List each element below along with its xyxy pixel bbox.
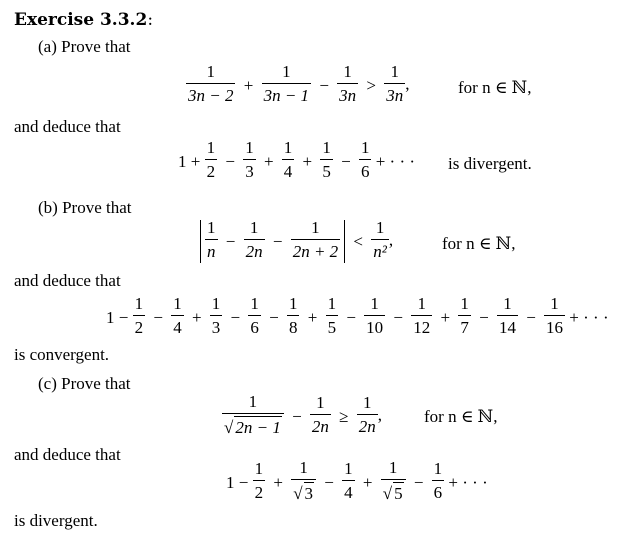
part-b-label: (b) Prove that [38,198,132,217]
b-ineq-frac-2: $\frac{1}{2n}$ [245,218,263,261]
exercise-title-text: Exercise 3.3.2 [14,10,148,30]
part-c-deduce: and deduce that [14,445,121,464]
part-c-condition: for n ∈ ℕ, [424,407,498,426]
exercise-title-colon: : [147,10,154,30]
c-series-term-3: $\frac{1}{4}$ [344,459,353,502]
a-series-term-2: $\frac{1}{3}$ [245,138,254,181]
c-series-term-4: $\frac{1}{√ 5}$ [381,458,406,503]
part-c-series: 1 − $\frac{1}{2}$ + $\frac{1}{√ 3}$ − $\frac{1}{4}$ + $\frac{1}{√ 5}$ − $\frac{1}{6}$ + · · · [226,458,488,503]
part-c-label: (c) Prove that [38,374,131,393]
part-c-conclusion: is divergent. [14,511,98,530]
part-a-condition: for n ∈ ℕ, [458,78,532,97]
a-ineq-frac-3: $\frac{1}{3n}$ [339,62,357,105]
part-b-inequality: $\frac{1}{n}$ − $\frac{1}{2n}$ − $\frac{1}{2n + 2}$ < $\frac{1}{\text{n²}}$ , [200,220,393,263]
c-ineq-frac-2: $\frac{1}{2n}$ [311,393,329,436]
a-series-term-3: $\frac{1}{4}$ [283,138,293,181]
a-series-term-1: $\frac{1}{2}$ [206,138,216,181]
b-series-term-8: $\frac{1}{12}$ [413,294,431,337]
part-a-inequality: $\frac{1}{3n - 2}$ + $\frac{1}{3n - 1}$ − $\frac{1}{3n}$ > $\frac{1}{3n}$ , [188,62,410,105]
part-a-series: 1 + $\frac{1}{2}$ − $\frac{1}{3}$ + $\frac{1}{4}$ + $\frac{1}{5}$ − $\frac{1}{6}$ + · · · [178,138,416,181]
part-b-deduce: and deduce that [14,271,121,290]
b-series-term-7: $\frac{1}{10}$ [366,294,384,337]
b-series-term-4: $\frac{1}{6}$ [250,294,259,337]
a-series-term-5: $\frac{1}{6}$ [360,138,370,181]
c-ineq-frac-1: $\frac{1}{√ 2n - 1}$ [222,392,284,437]
part-a-label: (a) Prove that [38,37,131,56]
b-ineq-frac-1: $\frac{1}{n}$ [207,218,216,261]
b-series-term-11: $\frac{1}{16}$ [546,294,564,337]
part-a-conclusion: is divergent. [448,154,532,173]
part-b-conclusion: is convergent. [14,345,110,364]
b-series-term-10: $\frac{1}{14}$ [498,294,516,337]
b-ineq-rhs: $\frac{1}{\text{n²}}$ [373,218,387,261]
b-series-term-5: $\frac{1}{8}$ [288,294,298,337]
a-ineq-frac-2: $\frac{1}{3n - 1}$ [263,62,310,105]
sqrt-icon: √ [382,483,393,503]
a-ineq-frac-1: $\frac{1}{3n - 2}$ [188,62,234,105]
part-b-condition: for n ∈ ℕ, [442,234,516,253]
c-series-term-5: $\frac{1}{6}$ [433,459,443,502]
b-ineq-frac-3: $\frac{1}{2n + 2}$ [292,218,339,261]
absolute-value-bars: $\frac{1}{n}$ − $\frac{1}{2n}$ − $\frac{1}{2n + 2}$ [200,220,345,263]
c-series-term-1: $\frac{1}{2}$ [254,459,264,502]
part-c-inequality: $\frac{1}{√ 2n - 1}$ − $\frac{1}{2n}$ ≥ $\frac{1}{2n}$ , [224,392,383,437]
sqrt-icon: √ [224,417,234,437]
b-series-term-6: $\frac{1}{5}$ [327,294,337,337]
a-series-term-4: $\frac{1}{5}$ [322,138,331,181]
b-series-term-3: $\frac{1}{3}$ [211,294,221,337]
c-series-term-2: $\frac{1}{√ 3}$ [291,458,316,503]
exercise-title [14,12,153,29]
part-a-deduce: and deduce that [14,117,121,136]
b-series-term-2: $\frac{1}{4}$ [173,294,182,337]
b-series-term-1: $\frac{1}{2}$ [134,294,144,337]
c-ineq-frac-3: $\frac{1}{2n}$ [358,393,376,436]
sqrt-icon: √ [293,483,303,503]
a-ineq-frac-4: $\frac{1}{3n}$ [386,62,404,105]
b-series-term-9: $\frac{1}{7}$ [460,294,469,337]
part-b-series: 1 − $\frac{1}{2}$ − $\frac{1}{4}$ + $\frac{1}{3}$ − $\frac{1}{6}$ − $\frac{1}{8}$ + $\frac{1}{5}$ − $\frac{1}{10}$ − $\frac{1}{12}$ + $\frac{1}{7}$ − $\frac{1}{14}$ − $\frac{1}{16}$ + · · · [106,294,609,337]
